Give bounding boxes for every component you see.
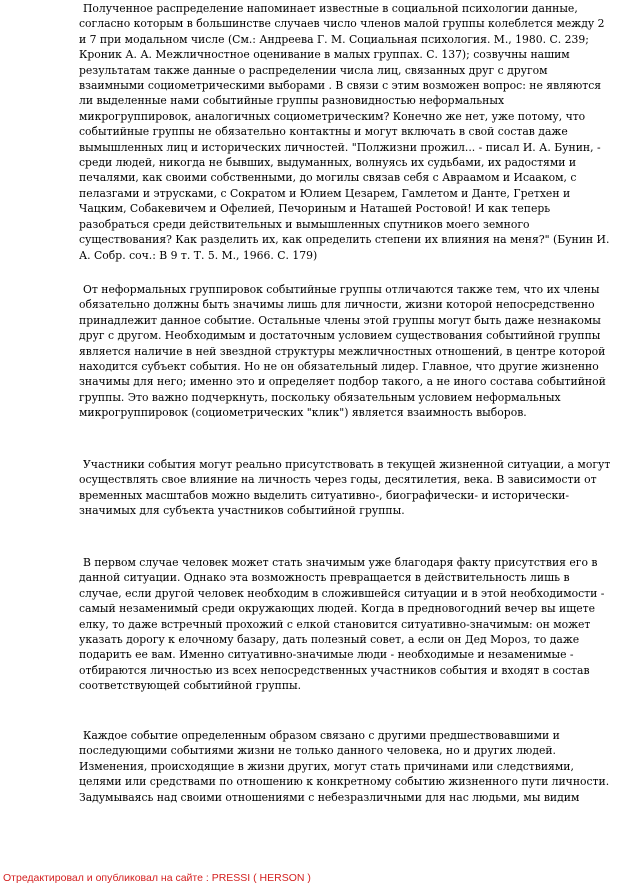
paragraph-informal-groups-difference: От неформальных группировок событийные группы отличаются также тем, что их члены обязательно должны быть значимы лишь для личности, жизни которой непосредственно принадлежит данное событие. Остальные члены этой группы могут быть даже незнакомы друг с другом. Необходимым и достаточным условием существования событийной группы является наличие в ней звездной структуры межличностных отношений, в центре которой находится субъект события. Но не он обязательный лидер. Главное, что другие жизненно значимы для него; именно это и определяет подбор такого, а не иного состава событийной группы. Это важно подчеркнуть, поскольку обязательным условием неформальных микрогруппировок (социометрических "клик") является взаимность выборов. <box>79 283 606 420</box>
paragraph-event-connections: Каждое событие определенным образом связано с другими предшествовавшими и последующими событиями жизни не только данного человека, но и других людей. Изменения, происходящие в жизни других, могут стать причинами или следствиями, целями или средствами по отношению к конкретному событию жизненного пути личности. Задумываясь над своими отношениями с небезразличными для нас людьми, мы видим <box>79 729 610 804</box>
paragraph-situational-significance: В первом случае человек может стать значимым уже благодаря факту присутствия его в данной ситуации. Однако эта возможность превращается в действительность лишь в случае, если другой человек необходим в сложившейся ситуации и в этой необходимости - самый незаменимый среди окружающих людей. Когда в предновогодний вечер вы ищете елку, то даже встречный прохожий с елкой становится ситуативно-значимым: он может указать дорогу к елочному базару, дать полезный совет, а если он Дед Мороз, то даже подарить ее вам. Именно ситуативно-значимые люди - необходимые и незаменимые - отбираются личностью из всех непосредственных участников события и входят в состав соответствующей событийной группы. <box>79 556 605 693</box>
footer-credit: Отредактировал и опубликовал на сайте : PRESSI ( HERSON ) <box>3 872 311 884</box>
paragraph-event-participants: Участники события могут реально присутствовать в текущей жизненной ситуации, а могут осуществлять свое влияние на личность через годы, десятилетия, века. В зависимости от временных масштабов можно выделить ситуативно-, биографически- и исторически-значимых для субъекта участников событийной группы. <box>79 458 611 518</box>
paragraph-distribution-comparison: Полученное распределение напоминает известные в социальной психологии данные, согласно которым в большинстве случаев число членов малой группы колеблется между 2 и 7 при модальном числе (См.: Андреева Г. М. Социальная психология. М., 1980. С. 239; Кроник А. А. Межличностное оценивание в малых группах. С. 137); созвучны нашим результатам также данные о распределении числа лиц, связанных друг с другом взаимными социометрическими выборами . В связи с этим возможен вопрос: не являются ли выделенные нами событийные группы разновидностью неформальных микрогруппировок, аналогичных социометрическим? Конечно же нет, уже потому, что событийные группы не обязательно контактны и могут включать в свой состав даже вымышленных лиц и исторических личностей. "Полжизни прожил... - писал И. А. Бунин, - среди людей, никогда не бывших, выдуманных, волнуясь их судьбами, их радостями и печалями, как своими собственными, до могилы связав себя с Авраамом и Исааком, с пелазгами и этрусками, с Сократом и Юлием Цезарем, Гамлетом и Данте, Гретхен и Чацким, Собакевичем и Офелией, Печориным и Наташей Ростовой! И как теперь разобраться среди действительных и вымышленных спутников моего земного существования? Как разделить их, как определить степени их влияния на меня?" (Бунин И. А. Собр. соч.: В 9 т. Т. 5. М., 1966. С. 179) <box>79 2 610 262</box>
